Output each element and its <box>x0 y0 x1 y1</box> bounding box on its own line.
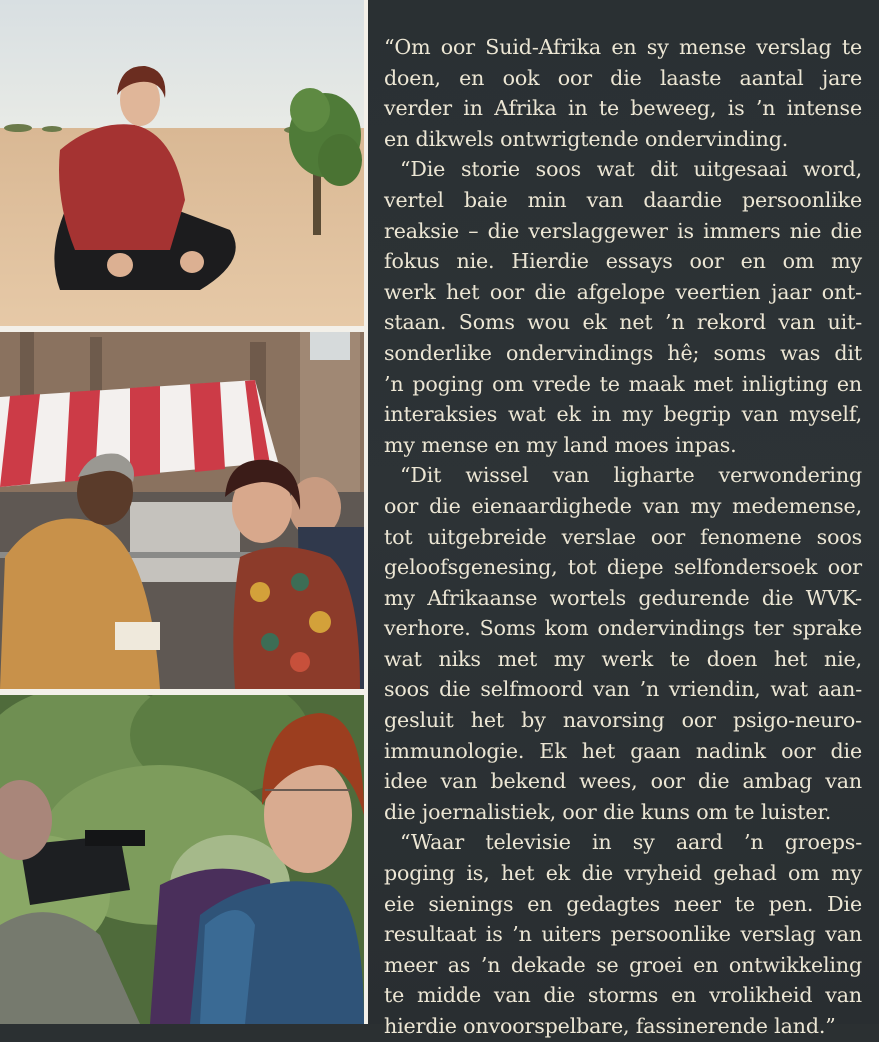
paragraph-line: vertel baie min van daardie persoonlike <box>384 187 862 212</box>
paragraph-line: die joernalistiek, oor die kuns om te luister. <box>384 799 832 824</box>
paragraph-line: “Dit wissel van ligharte verwondering <box>400 463 862 488</box>
essay-text <box>384 32 862 1042</box>
paragraph-line: resultaat is ’n uiters persoonlike verslag van <box>384 922 862 947</box>
photo-camera-crew-in-forest <box>0 695 364 1024</box>
paragraph-line: meer as ’n dekade se groei en ontwikkeling <box>384 952 862 977</box>
paragraph-line: eie sienings en gedagtes neer te pen. Die <box>384 891 862 916</box>
paragraph-line: verder in Afrika in te beweeg, is ’n intense <box>384 96 862 121</box>
paragraph-line: fokus nie. Hierdie essays oor en om my <box>384 249 862 274</box>
paragraph-line: werk het oor die afgelope veertien jaar ont- <box>384 279 862 304</box>
paragraph-line: sonderlike ondervindings hê; soms was dit <box>384 340 862 365</box>
paragraph-line: wat niks met my werk te doen het nie, <box>384 646 862 671</box>
paragraph-line: en dikwels ontwrigtende ondervinding. <box>384 126 789 151</box>
text-panel <box>368 0 879 1038</box>
paragraph-line: geloofsgenesing, tot diepe selfondersoek oor <box>384 555 862 580</box>
paragraph-line: verhore. Soms kom ondervindings ter sprake <box>384 616 862 641</box>
paragraph-line: interaksies wat ek in my begrip van myself, <box>384 402 862 427</box>
paragraph-line: te midde van die storms en vrolikheid van <box>384 983 862 1008</box>
photo-woman-sitting-in-desert <box>0 0 364 326</box>
paragraph-line: poging is, het ek die vryheid gehad om my <box>384 861 862 886</box>
paragraph-line: idee van bekend wees, oor die ambag van <box>384 769 862 794</box>
paragraph-line: soos die selfmoord van ’n vriendin, wat aan- <box>384 677 862 702</box>
paragraph-line: “Om oor Suid-Afrika en sy mense verslag te <box>384 35 862 59</box>
photo-column <box>0 0 368 1024</box>
paragraph-line: “Die storie soos wat dit uitgesaai word, <box>400 157 862 182</box>
paragraph-line: immunologie. Ek het gaan nadink oor die <box>384 738 862 763</box>
paragraph-line: oor die eienaardighede van my medemense, <box>384 493 862 518</box>
paragraph-line: gesluit het by navorsing oor psigo-neuro- <box>384 708 862 733</box>
paragraph-line: ’n poging om vrede te maak met inligting en <box>384 371 862 396</box>
paragraph-line: doen, en ook oor die laaste aantal jare <box>384 65 862 90</box>
photo-street-market-scene <box>0 332 364 689</box>
paragraph-line: “Waar televisie in sy aard ’n groeps- <box>400 830 862 855</box>
paragraph-line: hierdie onvoorspelbare, fassinerende land.” <box>384 1014 836 1038</box>
paragraph-line: reaksie – die verslaggewer is immers nie die <box>384 218 862 243</box>
paragraph-line: staan. Soms wou ek net ’n rekord van uit- <box>384 310 862 335</box>
paragraph-line: my Afrikaanse wortels gedurende die WVK- <box>384 585 862 610</box>
paragraph-line: tot uitgebreide verslae oor fenomene soos <box>384 524 862 549</box>
paragraph-line: my mense en my land moes inpas. <box>384 432 737 457</box>
